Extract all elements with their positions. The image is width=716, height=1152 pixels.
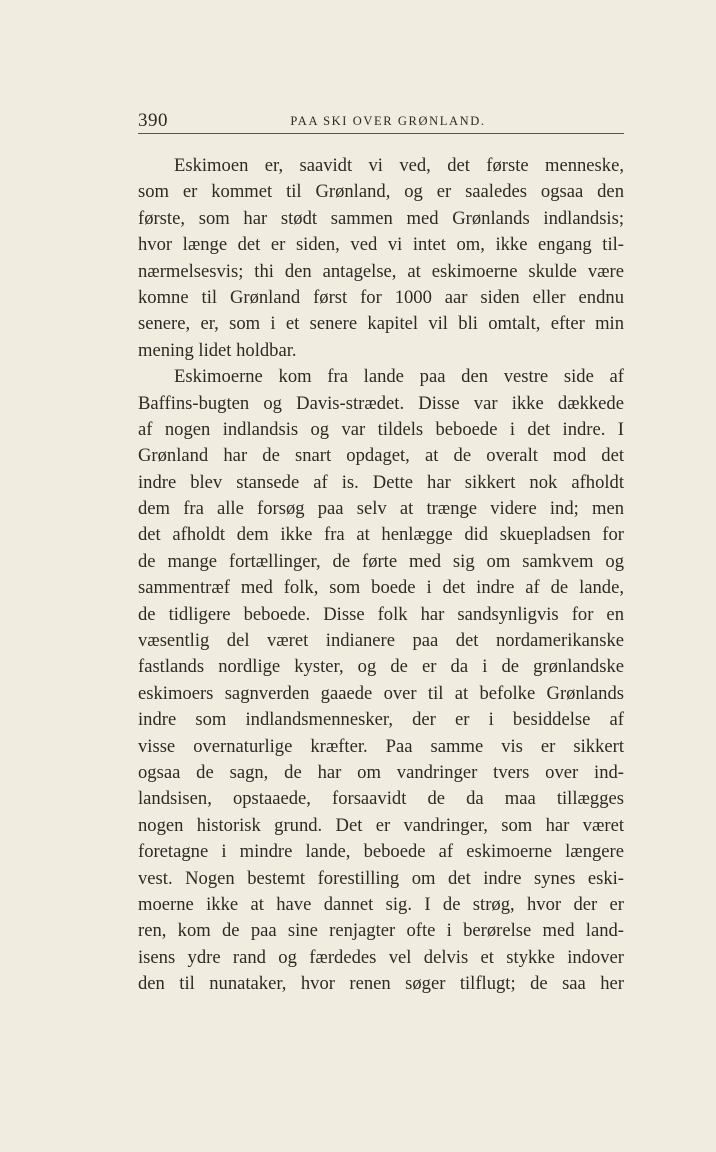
body-text (138, 153, 624, 998)
text-line: komne til Grønland først for 1000 aar siden eller endnu (138, 286, 624, 308)
text-line: som er kommet til Grønland, og er saaledes ogsaa den (138, 181, 624, 203)
text-line: Eskimoerne kom fra lande paa den vestre side af (174, 366, 624, 388)
text-line: mening lidet holdbar. (138, 339, 297, 361)
text-line: ogsaa de sagn, de har om vandringer tvers over ind- (138, 761, 624, 783)
page-number: 390 (138, 110, 168, 131)
text-line: Baffins-bugten og Davis-strædet. Disse var ikke dækkede (138, 392, 624, 414)
text-line: landsisen, opstaaede, forsaavidt de da maa tillægges (138, 788, 624, 810)
text-line: hvor længe det er siden, ved vi intet om, ikke engang til- (138, 234, 624, 256)
text-line: isens ydre rand og færdedes vel delvis et stykke indover (138, 946, 624, 968)
text-line: dem fra alle forsøg paa selv at trænge videre ind; men (138, 498, 624, 520)
page-header (138, 108, 624, 134)
text-line: senere, er, som i et senere kapitel vil bli omtalt, efter min (138, 313, 624, 335)
text-line: ren, kom de paa sine renjagter ofte i berørelse med land- (138, 920, 624, 942)
text-line: de mange fortællinger, de førte med sig om samkvem og (138, 550, 624, 572)
text-line: fastlands nordlige kyster, og de er da i de grønlandske (138, 656, 624, 678)
text-line: de tidligere beboede. Disse folk har sandsynligvis for en (138, 603, 624, 625)
text-line: moerne ikke at have dannet sig. I de strøg, hvor der er (138, 893, 624, 915)
text-line: indre blev stansede af is. Dette har sikkert nok afholdt (138, 471, 624, 493)
text-line: foretagne i mindre lande, beboede af eskimoerne længere (138, 841, 624, 863)
text-line: Eskimoen er, saavidt vi ved, det første menneske, (174, 155, 624, 176)
text-line: af nogen indlandsis og var tildels beboede i det indre. I (138, 418, 624, 440)
text-line: Grønland har de snart opdaget, at de overalt mod det (138, 445, 624, 467)
text-line: eskimoers sagnverden gaaede over til at befolke Grønlands (138, 682, 624, 704)
text-line: den til nunataker, hvor renen søger tilflugt; de saa her (138, 973, 624, 995)
text-line: indre som indlandsmennesker, der er i besiddelse af (138, 709, 624, 731)
text-line: vest. Nogen bestemt forestilling om det indre synes eski- (138, 867, 624, 889)
text-line: væsentlig del været indianere paa det nordamerikanske (138, 630, 624, 652)
text-line: det afholdt dem ikke fra at henlægge did skuepladsen for (138, 524, 624, 546)
text-line: sammentræf med folk, som boede i det indre af de lande, (138, 577, 624, 599)
text-line: første, som har stødt sammen med Grønlands indlandsis; (138, 207, 624, 229)
header-rule (138, 133, 624, 134)
text-line: nogen historisk grund. Det er vandringer, som har været (138, 814, 624, 836)
running-title: PAA SKI OVER GRØNLAND. (290, 114, 486, 128)
text-line: nærmelsesvis; thi den antagelse, at eskimoerne skulde være (138, 260, 624, 282)
text-line: visse overnaturlige kræfter. Paa samme vis er sikkert (138, 735, 624, 757)
